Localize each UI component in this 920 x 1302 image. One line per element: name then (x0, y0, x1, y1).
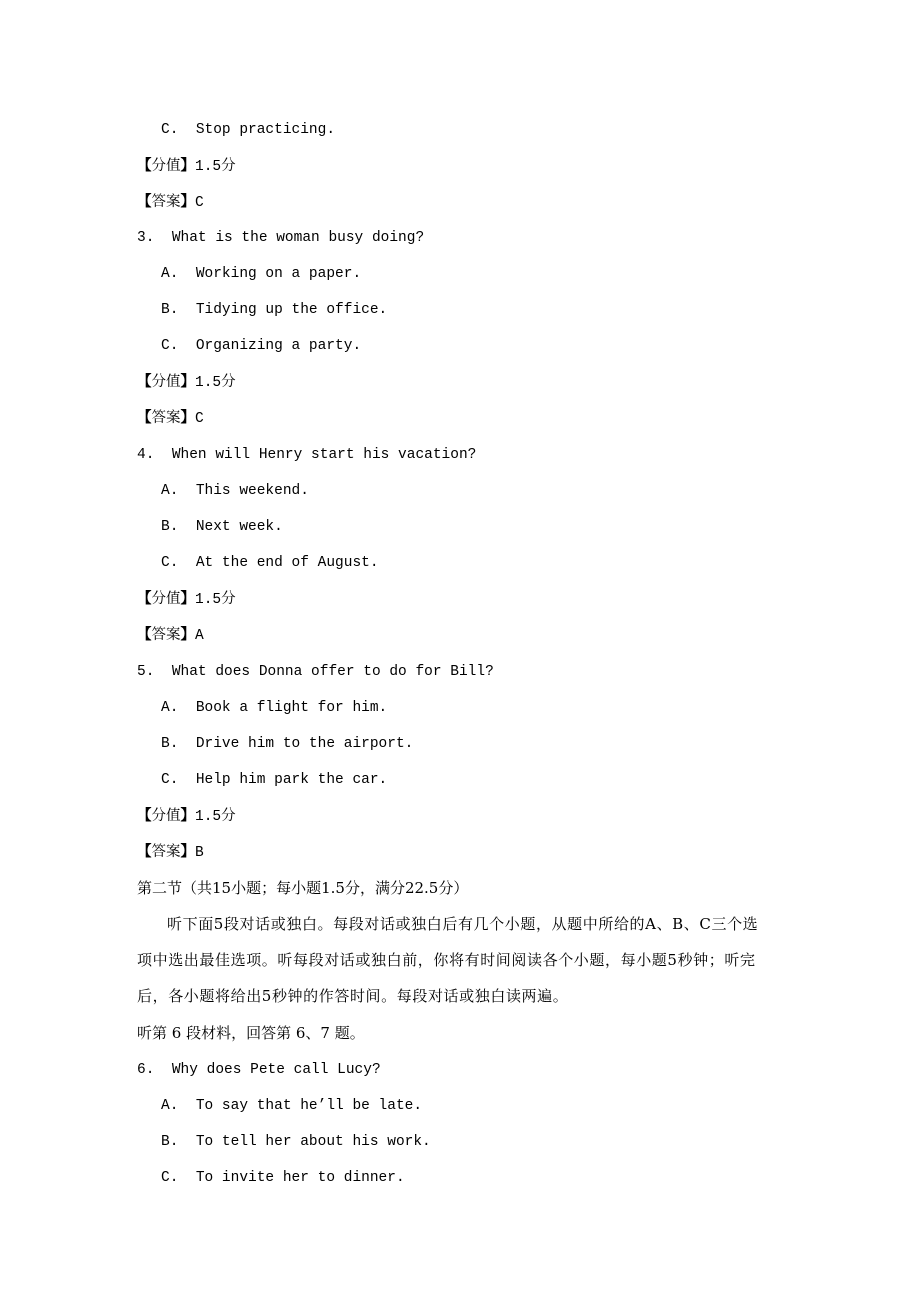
option-label: B. (161, 736, 179, 752)
answer-label: 答案 (151, 194, 181, 210)
answer-line (137, 408, 204, 429)
option-text: To tell her about his work. (195, 1134, 431, 1150)
bracket-close: 】 (180, 410, 195, 426)
option-label: A. (161, 483, 179, 499)
option-line (161, 300, 387, 320)
option-text: To invite her to dinner. (195, 1170, 405, 1186)
answer-line (137, 625, 204, 646)
bracket-close: 】 (180, 158, 195, 174)
bracket-close: 】 (180, 194, 195, 210)
score-value: 1.5分 (195, 592, 236, 608)
score-value: 1.5分 (195, 809, 236, 825)
option-text: Drive him to the airport. (195, 736, 414, 752)
option-label: A. (161, 1098, 179, 1114)
question-text: When will Henry start his vacation? (171, 447, 477, 463)
option-label: B. (161, 1134, 179, 1150)
question-number: 6. (137, 1062, 155, 1078)
option-text: Help him park the car. (195, 772, 388, 788)
bracket-close: 】 (180, 374, 195, 390)
option-line (161, 553, 379, 573)
score-label: 分值 (151, 374, 181, 390)
answer-value: C (195, 195, 204, 211)
option-line (161, 517, 283, 537)
option-label: B. (161, 302, 179, 318)
bracket-open: 【 (137, 808, 152, 824)
bracket-open: 【 (137, 591, 152, 607)
option-label: C. (161, 772, 179, 788)
bracket-open: 【 (137, 158, 152, 174)
section-heading: 第二节（共15小题；每小题1.5分，满分22.5分） (137, 879, 469, 897)
instruction-line: 后，各小题将给出5秒钟的作答时间。每段对话或独白读两遍。 (137, 987, 569, 1005)
option-text: Next week. (195, 519, 283, 535)
bracket-open: 【 (137, 374, 152, 390)
question-text: What is the woman busy doing? (171, 230, 425, 246)
option-label: C. (161, 1170, 179, 1186)
answer-line (137, 842, 204, 863)
score-line (137, 589, 236, 610)
option-label: A. (161, 266, 179, 282)
option-line (161, 481, 309, 501)
score-label: 分值 (151, 808, 181, 824)
answer-line (137, 192, 204, 213)
option-text: To say that he’ll be late. (195, 1098, 423, 1114)
question-5 (137, 662, 494, 682)
option-line (161, 734, 413, 754)
option-text: Working on a paper. (195, 266, 362, 282)
option-text: At the end of August. (195, 555, 379, 571)
option-text: This weekend. (195, 483, 309, 499)
instruction-line: 项中选出最佳选项。听每段对话或独白前，你将有时间阅读各个小题，每小题5秒钟；听完 (137, 951, 756, 969)
score-label: 分值 (151, 591, 181, 607)
answer-label: 答案 (151, 844, 181, 860)
question-text: What does Donna offer to do for Bill? (171, 664, 494, 680)
score-line (137, 156, 236, 177)
option-label: A. (161, 700, 179, 716)
question-number: 5. (137, 664, 155, 680)
bracket-close: 】 (180, 844, 195, 860)
option-label: C. (161, 555, 179, 571)
bracket-close: 】 (180, 591, 195, 607)
score-line (137, 806, 236, 827)
option-label: B. (161, 519, 179, 535)
material-note: 听第 6 段材料，回答第 6、7 题。 (137, 1024, 365, 1042)
question-4 (137, 445, 476, 465)
score-line (137, 372, 236, 393)
bracket-open: 【 (137, 844, 152, 860)
option-line (161, 770, 387, 790)
bracket-close: 】 (180, 627, 195, 643)
question-number: 3. (137, 230, 155, 246)
option-line (161, 1096, 422, 1116)
option-label: C. (161, 122, 179, 138)
option-label: C. (161, 338, 179, 354)
answer-value: A (195, 628, 204, 644)
answer-value: C (195, 411, 204, 427)
score-value: 1.5分 (195, 375, 236, 391)
bracket-open: 【 (137, 410, 152, 426)
question-3 (137, 228, 424, 248)
option-line (161, 264, 361, 284)
option-text: Book a flight for him. (195, 700, 388, 716)
option-text: Tidying up the office. (195, 302, 388, 318)
answer-label: 答案 (151, 627, 181, 643)
option-line (161, 120, 335, 140)
question-text: Why does Pete call Lucy? (171, 1062, 381, 1078)
answer-label: 答案 (151, 410, 181, 426)
option-line (161, 698, 387, 718)
question-6 (137, 1060, 381, 1080)
bracket-open: 【 (137, 194, 152, 210)
option-text: Stop practicing. (195, 122, 336, 138)
question-number: 4. (137, 447, 155, 463)
option-text: Organizing a party. (195, 338, 362, 354)
score-label: 分值 (151, 158, 181, 174)
bracket-close: 】 (180, 808, 195, 824)
option-line (161, 1168, 405, 1188)
bracket-open: 【 (137, 627, 152, 643)
option-line (161, 1132, 431, 1152)
instruction-line: 听下面5段对话或独白。每段对话或独白后有几个小题，从题中所给的A、B、C三个选 (167, 915, 759, 933)
answer-value: B (195, 845, 204, 861)
score-value: 1.5分 (195, 159, 236, 175)
option-line (161, 336, 361, 356)
